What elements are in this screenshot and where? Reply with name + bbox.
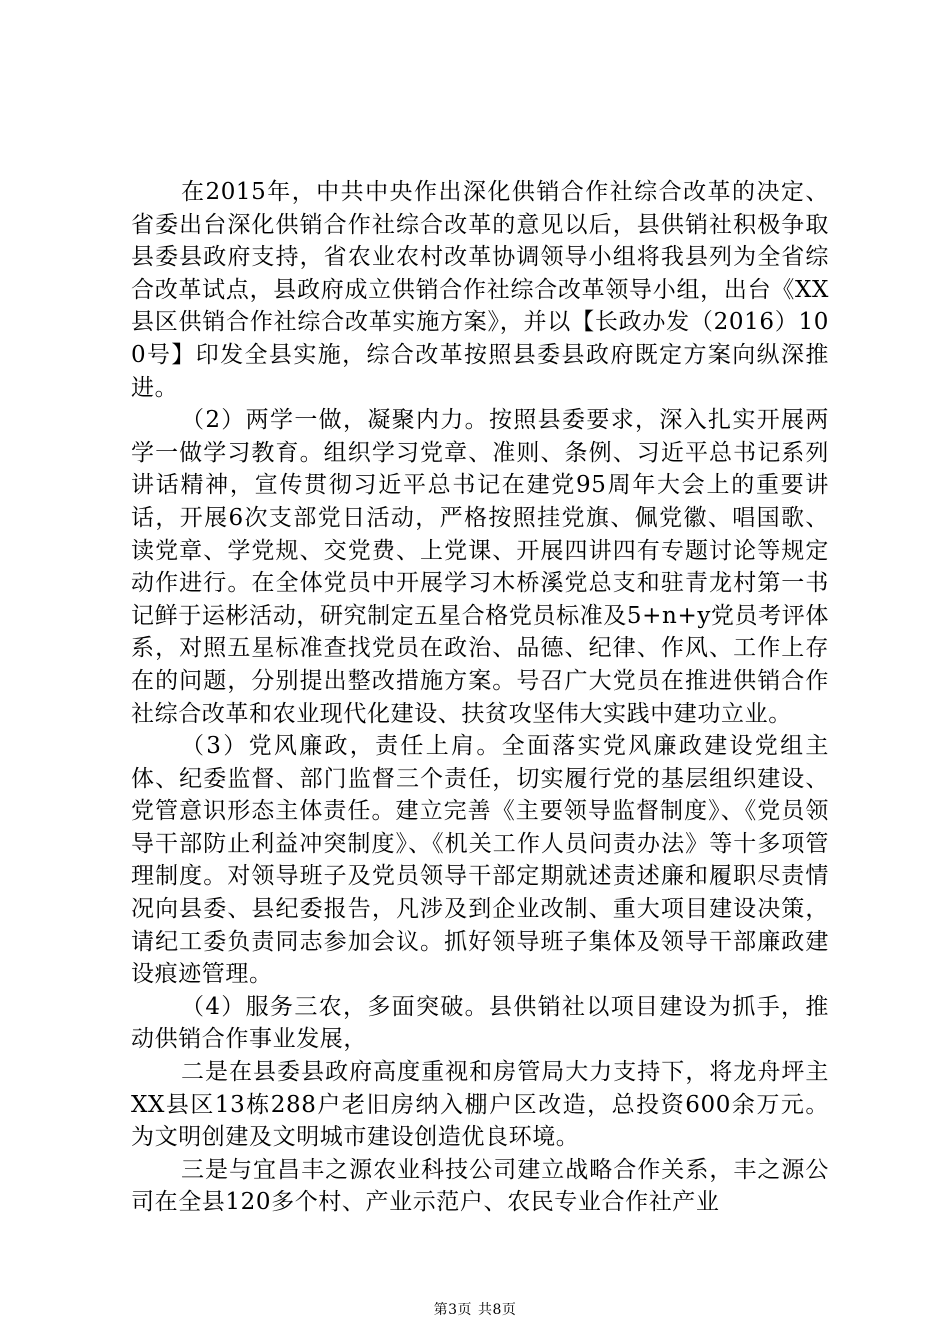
paragraph-strategic-cooperation: 三是与宜昌丰之源农业科技公司建立战略合作关系，丰之源公司在全县120多个村、产业示范户、农民专业合作社产业	[131, 1156, 829, 1216]
paragraph-clean-governance: （3）党风廉政，责任上肩。全面落实党风廉政建设党组主体、纪委监督、部门监督三个责任，切实履行党的基层组织建设、党管意识形态主体责任。建立完善《主要领导监督制度》、《党员领导干部防止利益冲突制度》、《机关工作人员问责办法》等十多项管理制度。对领导班子及党员领导干部定期就述责述廉和履职尽责情况向县委、县纪委报告，凡涉及到企业改制、重大项目建设决策，请纪工委负责同志参加会议。抓好领导班子集体及领导干部廉政建设痕迹管理。	[131, 733, 829, 988]
paragraph-serve-agriculture: （4）服务三农，多面突破。县供销社以项目建设为抓手，推动供销合作事业发展，	[131, 993, 829, 1053]
page-total: 共8页	[478, 1302, 517, 1318]
page-footer	[0, 1300, 950, 1320]
paragraph-shantytown-renovation: 二是在县委县政府高度重视和房管局大力支持下，将龙舟坪主XX县区13栋288户老旧房纳入棚户区改造，总投资600余万元。为文明创建及文明城市建设创造优良环境。	[131, 1059, 829, 1151]
page-number: 第3页	[433, 1302, 472, 1318]
paragraph-reform-background: 在2015年，中共中央作出深化供销合作社综合改革的决定、省委出台深化供销合作社综合改革的意见以后，县供销社积极争取县委县政府支持，省农业农村改革协调领导小组将我县列为全省综合改革试点，县政府成立供销合作社综合改革领导小组，出台《XX县区供销合作社综合改革实施方案》，并以【长政办发（2016）100号】印发全县实施，综合改革按照县委县政府既定方案向纵深推进。	[131, 179, 829, 401]
document-body	[131, 176, 829, 1219]
paragraph-two-studies: （2）两学一做，凝聚内力。按照县委要求，深入扎实开展两学一做学习教育。组织学习党章、准则、条例、习近平总书记系列讲话精神，宣传贯彻习近平总书记在建党95周年大会上的重要讲话，开展6次支部党日活动，严格按照挂党旗、佩党徽、唱国歌、读党章、学党规、交党费、上党课、开展四讲四有专题讨论等规定动作进行。在全体党员中开展学习木桥溪党总支和驻青龙村第一书记鲜于运彬活动，研究制定五星合格党员标准及5+n+y党员考评体系，对照五星标准查找党员在政治、品德、纪律、作风、工作上存在的问题，分别提出整改措施方案。号召广大党员在推进供销合作社综合改革和农业现代化建设、扶贫攻坚伟大实践中建功立业。	[131, 407, 829, 727]
